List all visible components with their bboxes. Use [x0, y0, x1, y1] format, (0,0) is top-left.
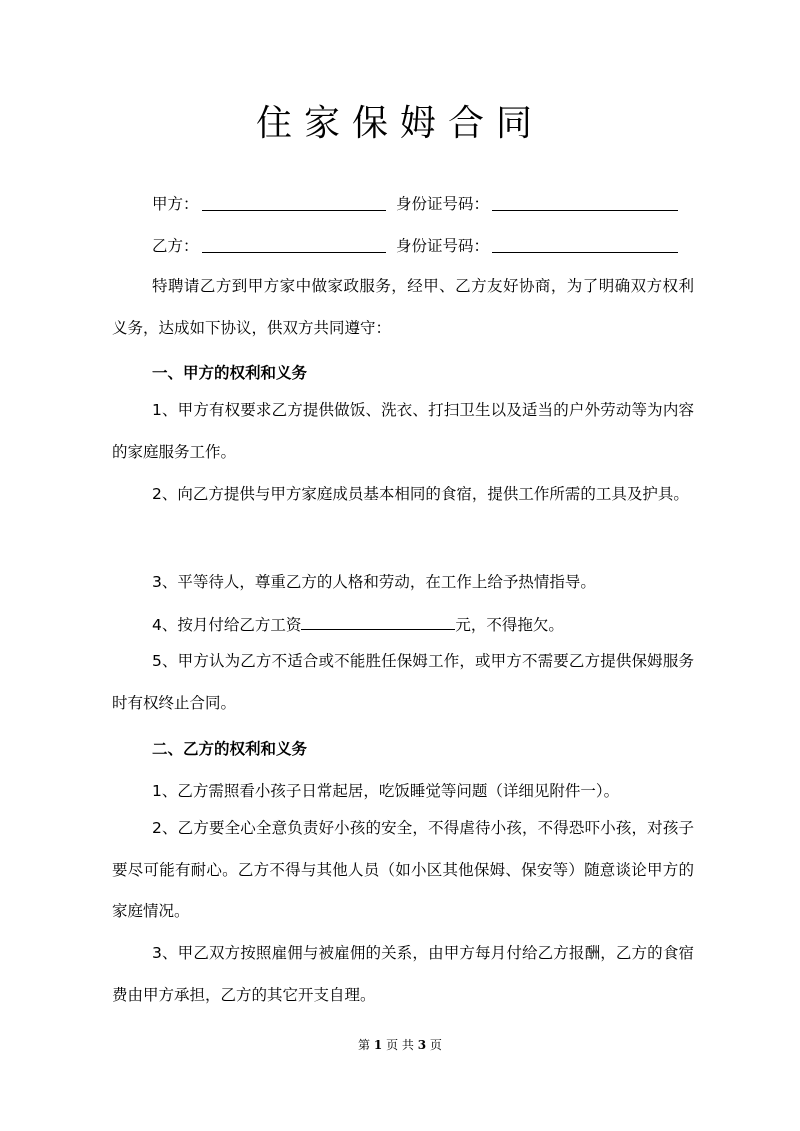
footer-suffix: 页	[429, 1038, 442, 1052]
party-b-row	[152, 234, 692, 258]
section-1-heading: 一、甲方的权利和义务	[152, 364, 308, 382]
salary-suffix: 元，不得拖欠。	[455, 616, 564, 634]
section-2-item-2: 2、乙方要全心全意负责好小孩的安全，不得虐待小孩，不得恐吓小孩，对孩子要尽可能有耐心。乙方不得与其他人员（如小区其他保姆、保安等）随意谈论甲方的家庭情况。	[112, 819, 694, 920]
party-a-name-blank[interactable]	[202, 210, 386, 211]
footer-middle: 页 共	[386, 1038, 414, 1052]
party-a-row	[152, 192, 692, 216]
party-b-id-blank[interactable]	[492, 252, 678, 253]
salary-blank[interactable]	[301, 612, 455, 630]
section-1-item-2: 2、向乙方提供与甲方家庭成员基本相同的食宿，提供工作所需的工具及护具。	[152, 485, 689, 503]
party-a-id-label: 身份证号码：	[396, 195, 490, 213]
salary-prefix: 4、按月付给乙方工资	[152, 616, 302, 634]
current-page-number: 1	[373, 1038, 383, 1052]
party-a-id-blank[interactable]	[492, 210, 678, 211]
section-2-heading: 二、乙方的权利和义务	[152, 740, 308, 758]
document-title: 住家保姆合同	[255, 103, 544, 144]
party-a-label: 甲方：	[152, 195, 199, 213]
section-2-item-1: 1、乙方需照看小孩子日常起居，吃饭睡觉等问题（详细见附件一）。	[152, 782, 620, 800]
total-page-number: 3	[417, 1038, 427, 1052]
footer-prefix: 第	[358, 1038, 371, 1052]
section-1-item-3: 3、平等待人，尊重乙方的人格和劳动，在工作上给予热情指导。	[152, 573, 596, 591]
section-1-item-5: 5、甲方认为乙方不适合或不能胜任保姆工作，或甲方不需要乙方提供保姆服务时有权终止合同。	[112, 652, 694, 712]
section-1-item-1: 1、甲方有权要求乙方提供做饭、洗衣、打扫卫生以及适当的户外劳动等为内容的家庭服务工作。	[112, 401, 694, 461]
party-b-id-label: 身份证号码：	[396, 237, 490, 255]
section-1-item-4	[152, 612, 564, 635]
intro-paragraph: 特聘请乙方到甲方家中做家政服务，经甲、乙方友好协商，为了明确双方权利义务，达成如下协议，供双方共同遵守：	[112, 277, 694, 337]
party-b-name-blank[interactable]	[202, 252, 386, 253]
page-footer	[0, 1036, 800, 1053]
section-2-item-3: 3、甲乙双方按照雇佣与被雇佣的关系，由甲方每月付给乙方报酬，乙方的食宿费由甲方承担，乙方的其它开支自理。	[112, 944, 694, 1004]
party-b-label: 乙方：	[152, 237, 199, 255]
